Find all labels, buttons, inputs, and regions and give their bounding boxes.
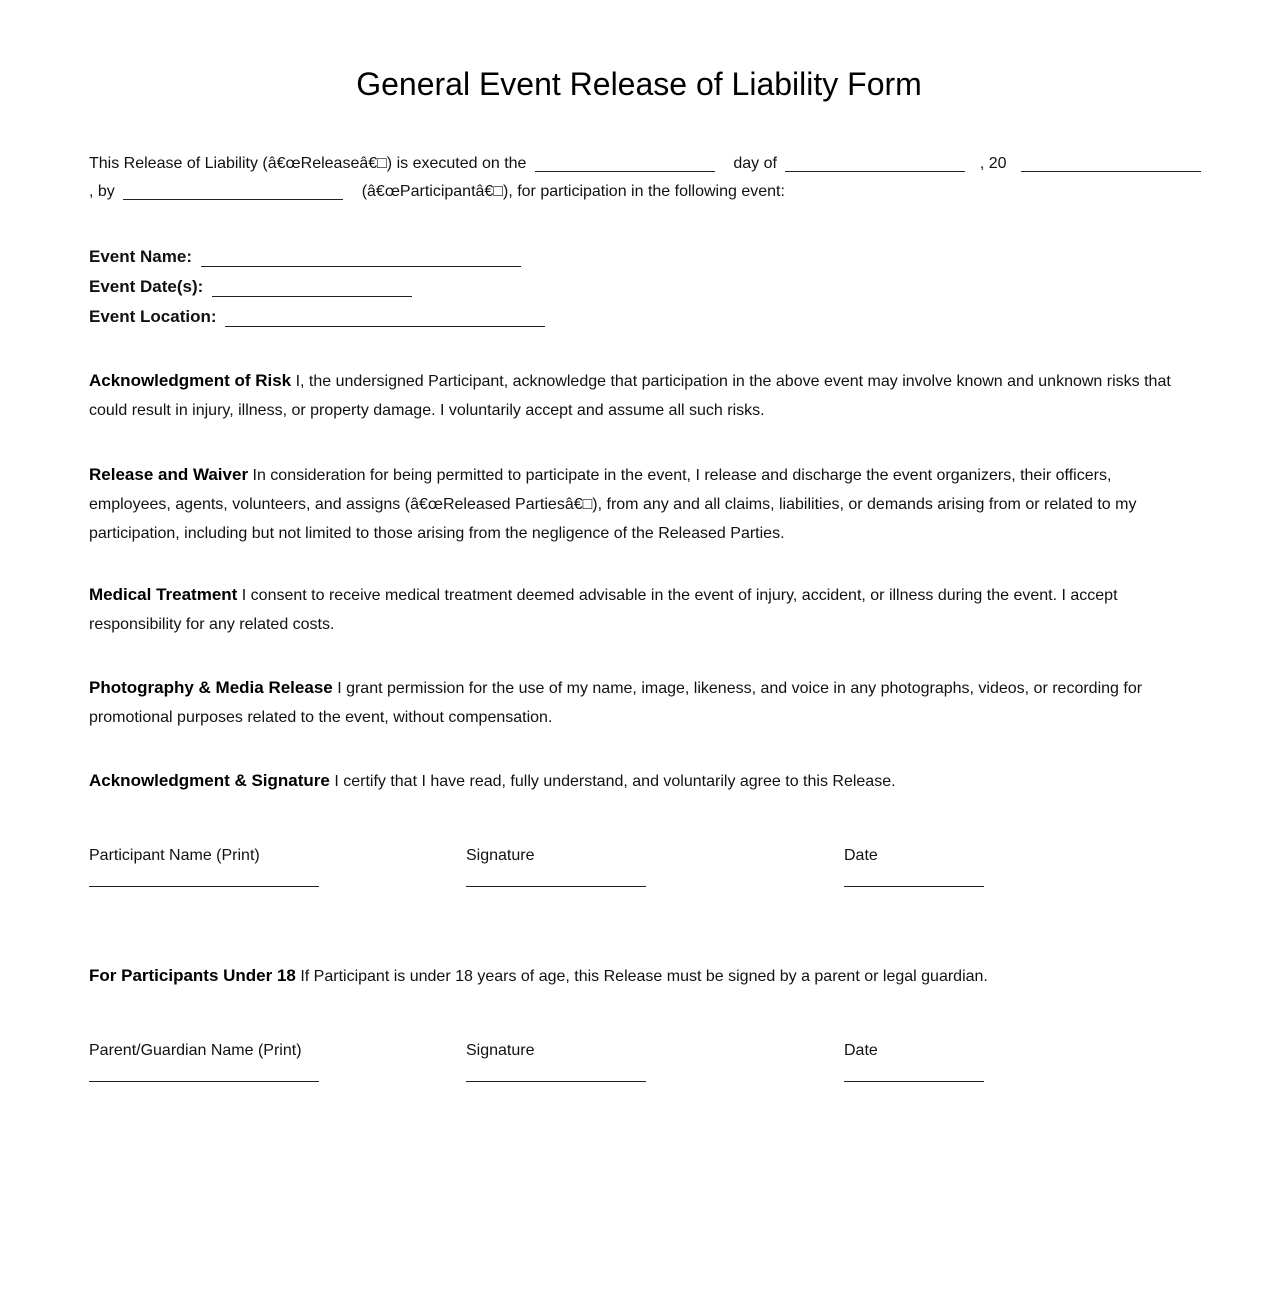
section-heading: Acknowledgment of Risk [89,371,292,390]
section-acknowledgment-of-risk [89,366,1189,425]
guardian-signature-line[interactable] [466,1081,646,1082]
section-body: I, the undersigned Participant, acknowledge that participation in the above event may involve known and unknown risks that could result in injury, illness, or property damage. I voluntarily accept and assume all such risks. [89,373,1171,419]
intro-text-day-of: day of [733,155,777,172]
section-body: I consent to receive medical treatment deemed advisable in the event of injury, accident, or illness during the event. I accept responsibility for any related costs. [89,587,1118,633]
participant-name-field[interactable] [123,183,343,200]
intro-line-1 [89,150,1189,178]
event-location-field[interactable] [225,309,545,327]
participant-signature-block [89,846,1189,906]
section-body: In consideration for being permitted to participate in the event, I release and discharge the event organizers, their officers, employees, agents, volunteers, and assigns (â€œReleased Partiesâ€□), from any and all claims, liabilities, or demands arising from or related to my participation, including but not limited to those arising from the negligence of the Released Parties. [89,467,1137,542]
section-body: I grant permission for the use of my name, image, likeness, and voice in any photographs, videos, or recording for promotional purposes related to the event, without compensation. [89,680,1143,726]
event-location-label: Event Location: [89,307,217,326]
section-heading: Acknowledgment & Signature [89,771,330,790]
section-medical-treatment [89,580,1189,639]
intro-line-2 [89,178,1189,206]
participant-signature-line[interactable] [466,886,646,887]
guardian-signature-label: Signature [466,1042,535,1059]
section-photography-media-release [89,673,1189,732]
event-name-field[interactable] [201,249,521,267]
section-participants-under-18 [89,961,1189,991]
guardian-name-column [89,1041,302,1061]
intro-paragraph [89,150,1189,206]
page-title: General Event Release of Liability Form [356,66,922,102]
event-name-label: Event Name: [89,247,192,266]
event-dates-label: Event Date(s): [89,277,204,296]
guardian-name-print-line[interactable] [89,1081,319,1082]
participant-name-print-line[interactable] [89,886,319,887]
participant-signature-label: Signature [466,847,535,864]
participant-date-column [844,846,878,866]
section-heading: Photography & Media Release [89,678,333,697]
guardian-date-line[interactable] [844,1081,984,1082]
event-dates-field[interactable] [212,279,412,297]
section-heading: For Participants Under 18 [89,966,296,985]
intro-text-year-prefix: , 20 [979,155,1007,172]
intro-text-by: , by [89,183,115,200]
guardian-signature-column [466,1041,535,1061]
event-dates-row [89,272,545,302]
guardian-date-column [844,1041,878,1061]
execution-day-field[interactable] [535,155,715,172]
event-details [89,242,545,332]
section-body: If Participant is under 18 years of age, this Release must be signed by a parent or legal guardian. [300,968,988,985]
guardian-name-print-label: Parent/Guardian Name (Print) [89,1042,302,1059]
guardian-signature-block [89,1041,1189,1101]
participant-date-line[interactable] [844,886,984,887]
event-location-row [89,302,545,332]
participant-name-column [89,846,260,866]
section-acknowledgment-signature [89,766,1189,796]
event-name-row [89,242,545,272]
section-body: I certify that I have read, fully understand, and voluntarily agree to this Release. [334,773,896,790]
participant-signature-column [466,846,535,866]
section-release-and-waiver [89,460,1189,548]
participant-name-print-label: Participant Name (Print) [89,847,260,864]
section-heading: Release and Waiver [89,465,249,484]
execution-year-field[interactable] [1021,155,1201,172]
intro-text-executed-on: This Release of Liability (â€œReleaseâ€□) is executed on the [89,155,527,172]
guardian-date-label: Date [844,1042,878,1059]
intro-text-participation: (â€œParticipantâ€□), for participation in the following event: [361,183,785,200]
execution-month-field[interactable] [785,155,965,172]
section-heading: Medical Treatment [89,585,238,604]
participant-date-label: Date [844,847,878,864]
